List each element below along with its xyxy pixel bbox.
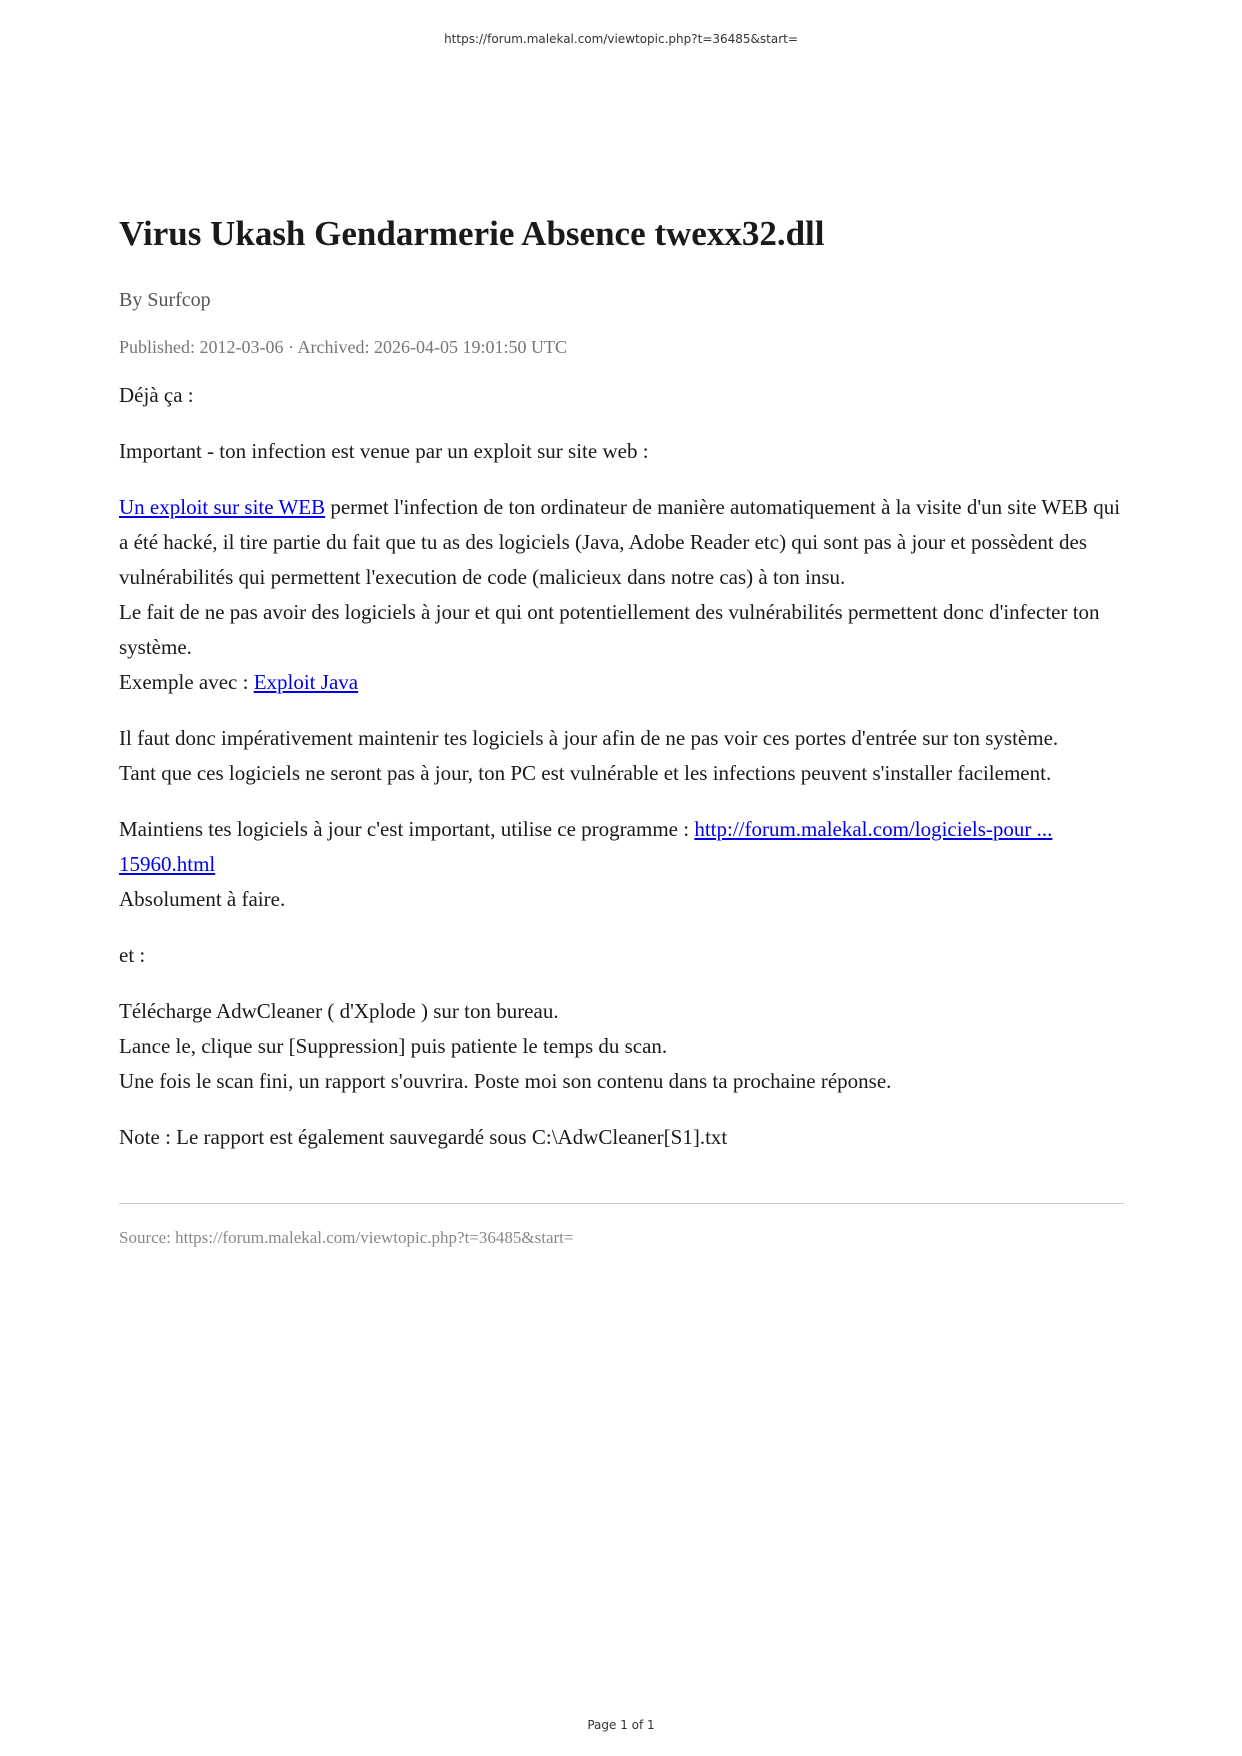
byline: By Surfcop [119,289,211,311]
publish-meta: Published: 2012-03-06 · Archived: 2026-04-05 19:01:50 UTC [119,337,567,357]
paragraph-exploit [119,490,1124,700]
article [119,210,1124,1250]
article-body [119,378,1124,1155]
divider [119,1203,1124,1204]
print-header-url: https://forum.malekal.com/viewtopic.php?t=36485&start= [444,32,798,46]
paragraph-update [119,721,1124,791]
paragraph-intro: Déjà ça : [119,383,194,407]
update-line-2: Tant que ces logiciels ne seront pas à jour, ton PC est vulnérable et les infections peuvent s'installer facilement. [119,761,1052,785]
example-label: Exemple avec : [119,670,254,694]
paragraph-and: et : [119,943,146,967]
source-line: Source: https://forum.malekal.com/viewtopic.php?t=36485&start= [119,1228,574,1247]
page-title: Virus Ukash Gendarmerie Absence twexx32.dll [119,214,825,253]
paragraph-adwcleaner [119,994,1124,1099]
exploit-consequence: Le fait de ne pas avoir des logiciels à jour et qui ont potentiellement des vulnérabilités permettent donc d'infecter ton système. [119,600,1100,659]
exploit-web-link[interactable]: Un exploit sur site WEB [119,495,326,519]
paragraph-important: Important - ton infection est venue par un exploit sur site web : [119,439,649,463]
paragraph-note: Note : Le rapport est également sauvegardé sous C:\AdwCleaner[S1].txt [119,1125,728,1149]
program-note: Absolument à faire. [119,887,286,911]
adwcleaner-line-3: Une fois le scan fini, un rapport s'ouvrira. Poste moi son contenu dans ta prochaine réponse. [119,1069,892,1093]
adwcleaner-line-1: Télécharge AdwCleaner ( d'Xplode ) sur ton bureau. [119,999,559,1023]
paragraph-program [119,812,1124,917]
exploit-explanation: permet l'infection de ton ordinateur de manière automatiquement à la visite d'un site WEB qui a été hacké, il tire partie du fait que tu as des logiciels (Java, Adobe Reader etc) qui sont pas à jour et possèdent des vulnérabilités qui permettent l'execution de code (malicieux dans notre cas) à ton insu. [119,495,1121,589]
program-text: Maintiens tes logiciels à jour c'est important, utilise ce programme : [119,817,695,841]
page-number: Page 1 of 1 [587,1718,655,1732]
adwcleaner-line-2: Lance le, clique sur [Suppression] puis patiente le temps du scan. [119,1034,668,1058]
exploit-java-link[interactable]: Exploit Java [253,670,359,694]
logiciels-link[interactable]: http://forum.malekal.com/logiciels-pour ... 15960.html [119,817,1053,876]
update-line-1: Il faut donc impérativement maintenir tes logiciels à jour afin de ne pas voir ces portes d'entrée sur ton système. [119,726,1059,750]
